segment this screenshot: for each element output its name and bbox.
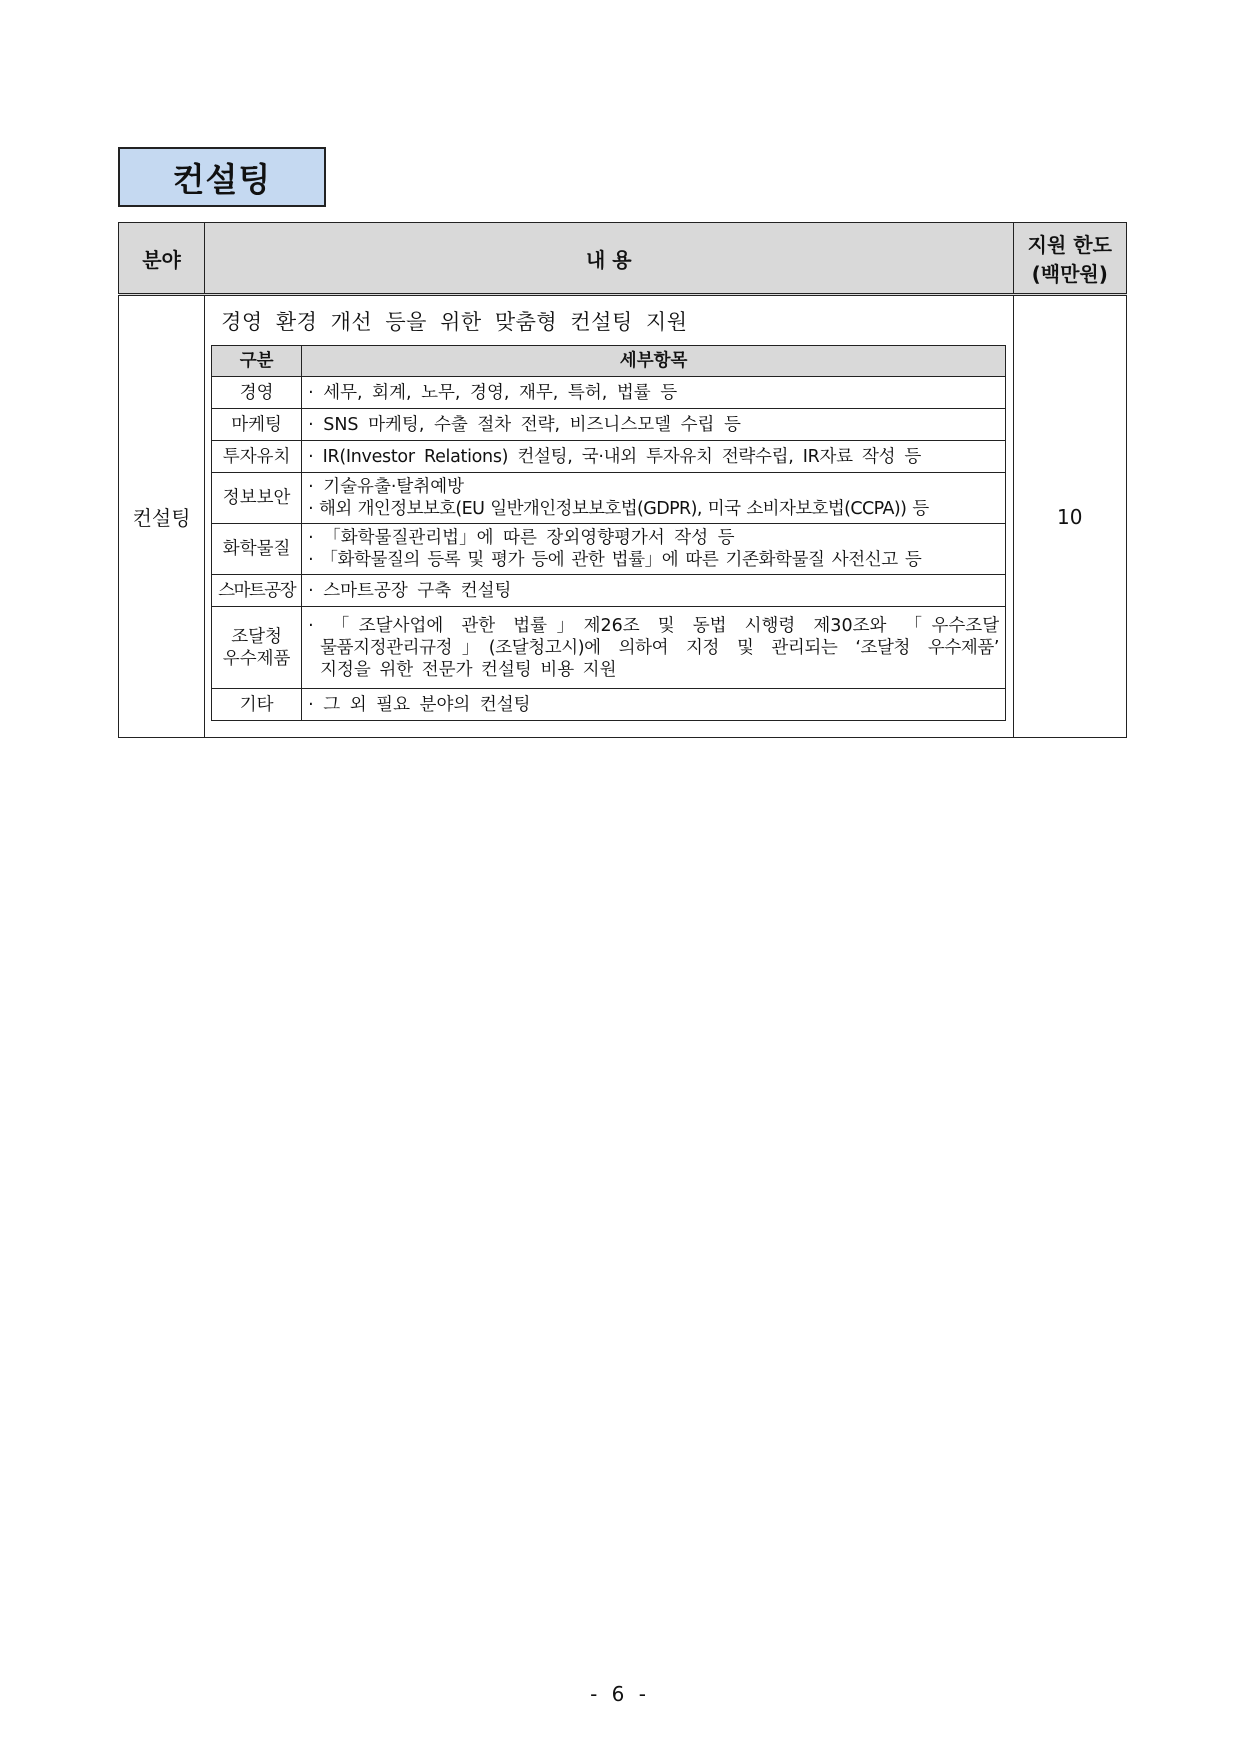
detail-row bbox=[212, 689, 1006, 721]
detail-row bbox=[212, 441, 1006, 473]
detail-header-category: 구분 bbox=[212, 346, 302, 377]
detail-line: · 「화학물질관리법」에 따른 장외영향평가서 작성 등 bbox=[308, 528, 735, 548]
detail-line: · IR(Investor Relations) 컨설팅, 국·내외 투자유치 전략수립, IR자료 작성 등 bbox=[308, 446, 922, 467]
detail-category-line2: 우수제품 bbox=[222, 648, 291, 669]
detail-text bbox=[302, 441, 1006, 473]
detail-text bbox=[302, 607, 1006, 689]
detail-line: · 그 외 필요 분야의 컨설팅 bbox=[308, 694, 531, 715]
header-content: 내 용 bbox=[205, 223, 1013, 295]
detail-row bbox=[212, 377, 1006, 409]
detail-category: 스마트공장 bbox=[212, 575, 302, 607]
section-title: 컨설팅 bbox=[118, 147, 326, 207]
detail-header-row bbox=[212, 346, 1006, 377]
detail-line: · 기술유출·탈취예방 bbox=[308, 477, 465, 497]
page-number: - 6 - bbox=[590, 1682, 650, 1706]
detail-line: · 「조달사업에 관한 법률」제26조 및 동법 시행령 제30조와 「우수조달 bbox=[308, 615, 1000, 636]
header-limit-line2: (백만원) bbox=[1031, 262, 1108, 286]
detail-row bbox=[212, 607, 1006, 689]
header-limit-line1: 지원 한도 bbox=[1027, 233, 1112, 257]
detail-line: 물품지정관리규정」(조달청고시)에 의하여 지정 및 관리되는 ‘조달청 우수제품’ bbox=[320, 637, 1000, 658]
detail-line: · 「화학물질의 등록 및 평가 등에 관한 법률」에 따른 기존화학물질 사전신고 등 bbox=[308, 550, 922, 570]
detail-text bbox=[302, 524, 1006, 575]
detail-line: 지정을 위한 전문가 컨설팅 비용 지원 bbox=[320, 659, 617, 680]
limit-cell: 10 bbox=[1013, 295, 1126, 738]
detail-category: 화학물질 bbox=[212, 524, 302, 575]
content-cell bbox=[205, 295, 1013, 738]
detail-category: 경영 bbox=[212, 377, 302, 409]
detail-row bbox=[212, 473, 1006, 524]
detail-category: 기타 bbox=[212, 689, 302, 721]
detail-header-detail: 세부항목 bbox=[302, 346, 1006, 377]
detail-category: 마케팅 bbox=[212, 409, 302, 441]
detail-text bbox=[302, 575, 1006, 607]
detail-text bbox=[302, 473, 1006, 524]
detail-text bbox=[302, 409, 1006, 441]
header-field: 분야 bbox=[119, 223, 205, 295]
body-row bbox=[119, 295, 1127, 738]
intro-text: 경영 환경 개선 등을 위한 맞춤형 컨설팅 지원 bbox=[221, 310, 688, 334]
detail-category: 투자유치 bbox=[212, 441, 302, 473]
detail-table bbox=[211, 345, 1006, 721]
detail-text bbox=[302, 377, 1006, 409]
consulting-table bbox=[118, 222, 1127, 738]
detail-line: · SNS 마케팅, 수출 절차 전략, 비즈니스모델 수립 등 bbox=[308, 414, 741, 435]
detail-category: 정보보안 bbox=[212, 473, 302, 524]
detail-row bbox=[212, 524, 1006, 575]
detail-line: · 해외 개인정보보호(EU 일반개인정보보호법(GDPR), 미국 소비자보호법(CCPA)) 등 bbox=[308, 499, 929, 519]
detail-text bbox=[302, 689, 1006, 721]
detail-line: · 세무, 회계, 노무, 경영, 재무, 특허, 법률 등 bbox=[308, 382, 678, 403]
header-limit bbox=[1013, 223, 1126, 295]
detail-row bbox=[212, 575, 1006, 607]
detail-category-line1: 조달청 bbox=[231, 626, 282, 647]
detail-category bbox=[212, 607, 302, 689]
field-cell: 컨설팅 bbox=[119, 295, 205, 738]
detail-row bbox=[212, 409, 1006, 441]
detail-line: · 스마트공장 구축 컨설팅 bbox=[308, 580, 512, 601]
header-row bbox=[119, 223, 1127, 295]
